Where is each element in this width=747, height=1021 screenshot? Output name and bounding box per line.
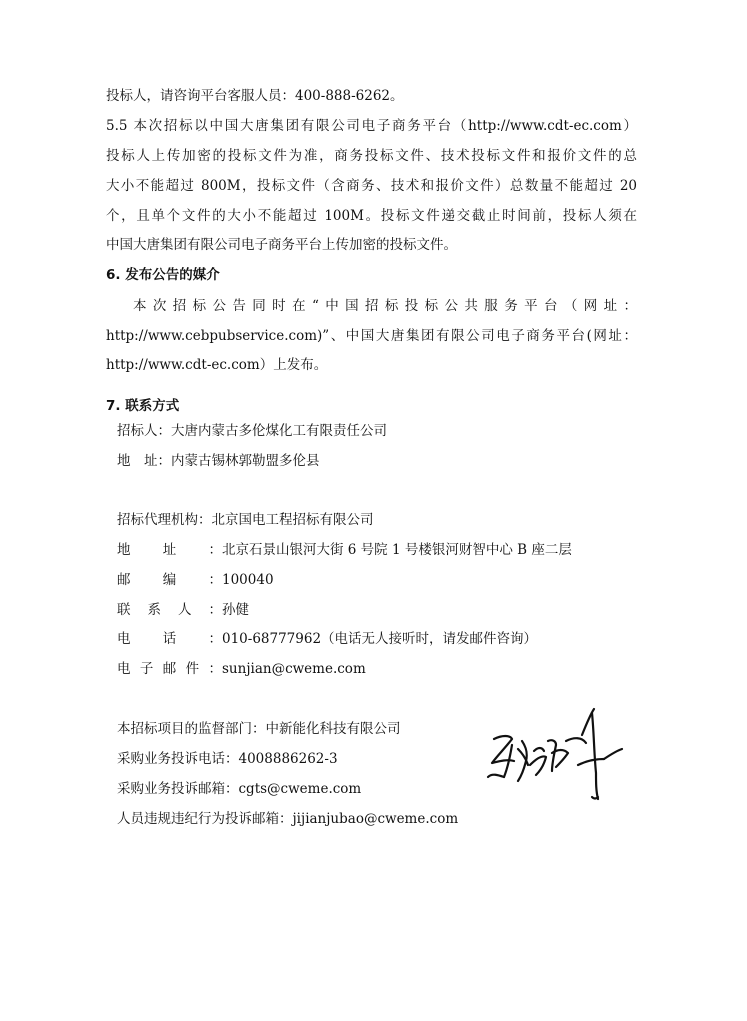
complaint-phone-row bbox=[117, 750, 338, 768]
tenderer-address-label: 地 址： bbox=[117, 453, 171, 469]
violation-email-value: jijianjubao@cweme.com bbox=[292, 811, 459, 827]
paragraph-5-5-line-1: 5.5 本次招标以中国大唐集团有限公司电子商务平台（http://www.cdt-ec.com） bbox=[106, 118, 637, 134]
tenderer-label: 招标人： bbox=[117, 423, 171, 439]
supervision-department-value: 中新能化科技有限公司 bbox=[265, 721, 401, 737]
violation-email-row bbox=[117, 810, 458, 828]
paragraph-5-5-line-5: 中国大唐集团有限公司电子商务平台上传加密的投标文件。 bbox=[106, 237, 457, 253]
complaint-email-value: cgts@cweme.com bbox=[238, 781, 362, 797]
agency-address-label: 地址： bbox=[117, 542, 222, 558]
agency-address-row bbox=[117, 541, 572, 559]
complaint-email-row bbox=[117, 780, 361, 798]
tenderer-row bbox=[117, 422, 387, 440]
agency-postcode-value: 100040 bbox=[222, 572, 274, 588]
complaint-phone-value: 4008886262-3 bbox=[238, 751, 338, 767]
signature-icon bbox=[482, 705, 627, 805]
agency-phone-label: 电话： bbox=[117, 631, 222, 647]
contact-line: 投标人，请咨询平台客服人员：400-888-6262。 bbox=[106, 88, 404, 104]
complaint-phone-label: 采购业务投诉电话： bbox=[117, 751, 239, 767]
section-6-heading: 6. 发布公告的媒介 bbox=[106, 267, 220, 283]
agency-phone-row bbox=[117, 630, 537, 648]
agency-contact-label: 联系人： bbox=[117, 602, 222, 618]
paragraph-5-5-line-2: 投标人上传加密的投标文件为准，商务投标文件、技术投标文件和报价文件的总 bbox=[106, 148, 637, 164]
paragraph-5-5-line-4: 个，且单个文件的大小不能超过 100M。投标文件递交截止时间前，投标人须在 bbox=[106, 208, 637, 224]
section-6-line-1: 本次招标公告同时在“中国招标投标公共服务平台（网址： bbox=[133, 298, 637, 314]
agency-label: 招标代理机构： bbox=[117, 512, 212, 528]
agency-phone-value: 010-68777962（电话无人接听时，请发邮件咨询） bbox=[222, 631, 538, 647]
section-6-line-3: http://www.cdt-ec.com）上发布。 bbox=[106, 357, 328, 373]
agency-postcode-row bbox=[117, 571, 274, 589]
agency-contact-value: 孙健 bbox=[222, 602, 249, 618]
agency-row bbox=[117, 511, 374, 529]
agency-contact-row bbox=[117, 601, 249, 619]
paragraph-5-5-line-3: 大小不能超过 800M，投标文件（含商务、技术和报价文件）总数量不能超过 20 bbox=[106, 178, 637, 194]
complaint-email-label: 采购业务投诉邮箱： bbox=[117, 781, 239, 797]
agency-email-label: 电子邮件： bbox=[117, 661, 222, 677]
violation-email-label: 人员违规违纪行为投诉邮箱： bbox=[117, 811, 293, 827]
agency-value: 北京国电工程招标有限公司 bbox=[211, 512, 374, 528]
supervision-department-row bbox=[117, 720, 401, 738]
section-7-heading: 7. 联系方式 bbox=[106, 398, 180, 414]
tenderer-address-row bbox=[117, 452, 320, 470]
supervision-department-label: 本招标项目的监督部门： bbox=[117, 721, 266, 737]
agency-email-row bbox=[117, 660, 366, 678]
agency-postcode-label: 邮编： bbox=[117, 572, 222, 588]
section-6-line-2: http://www.cebpubservice.com)”、中国大唐集团有限公司电子商务平台(网址： bbox=[106, 328, 637, 344]
tenderer-value: 大唐内蒙古多伦煤化工有限责任公司 bbox=[171, 423, 387, 439]
agency-address-value: 北京石景山银河大街 6 号院 1 号楼银河财智中心 B 座二层 bbox=[222, 542, 572, 558]
agency-email-value: sunjian@cweme.com bbox=[222, 661, 366, 677]
tenderer-address-value: 内蒙古锡林郭勒盟多伦县 bbox=[171, 453, 320, 469]
